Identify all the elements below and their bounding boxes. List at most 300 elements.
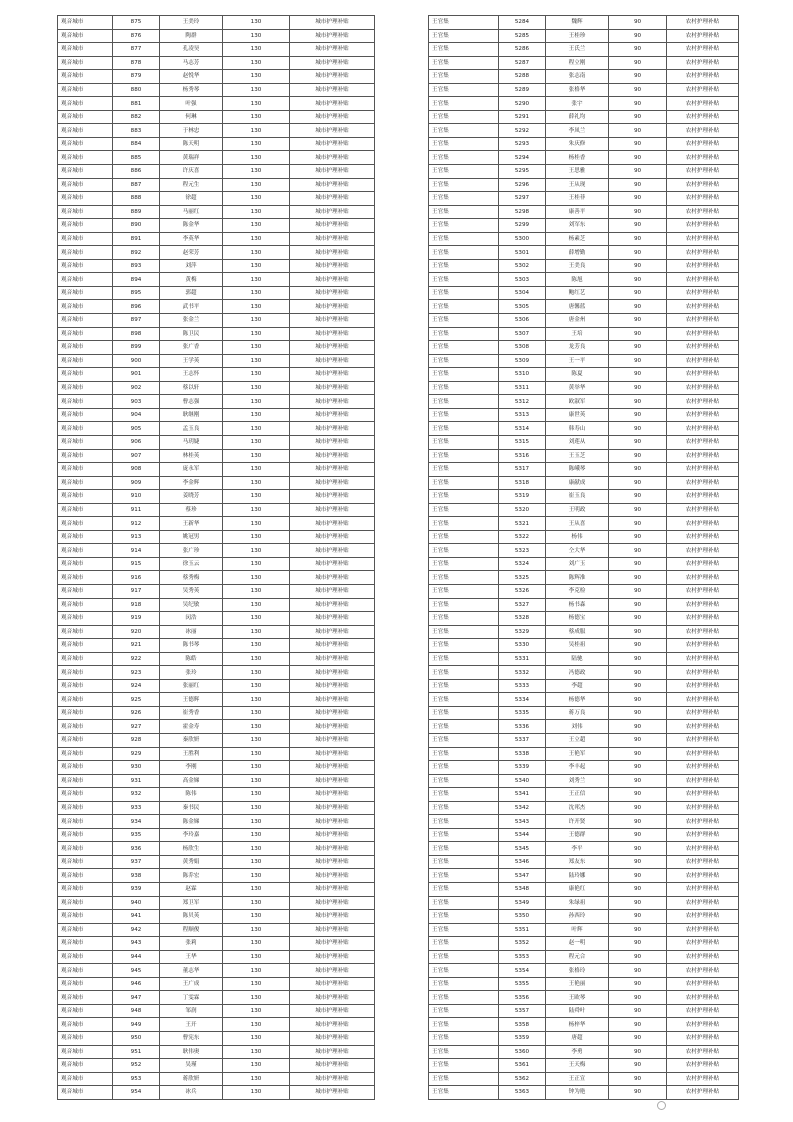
name-cell: 王欧琴 [546, 991, 609, 1005]
region-cell: 观音城市 [58, 612, 113, 626]
region-cell: 观音城市 [58, 219, 113, 233]
right-subsidy-table [428, 15, 739, 1100]
name-cell: 王德群 [546, 828, 609, 842]
name-cell: 王思雅 [546, 165, 609, 179]
name-cell: 吴纪敏 [160, 598, 223, 612]
type-cell: 城市护理补贴 [290, 530, 375, 544]
serial-cell: 902 [113, 381, 160, 395]
type-cell: 城市护理补贴 [290, 1018, 375, 1032]
region-cell: 观音城市 [58, 435, 113, 449]
region-cell: 观音城市 [58, 286, 113, 300]
region-cell: 王官集 [429, 29, 499, 43]
serial-cell: 877 [113, 43, 160, 57]
amount-cell: 130 [223, 761, 290, 775]
serial-cell: 5305 [499, 300, 546, 314]
region-cell: 王官集 [429, 435, 499, 449]
table-row [58, 1072, 375, 1086]
amount-cell: 130 [223, 435, 290, 449]
name-cell: 陈夏 [546, 368, 609, 382]
table-row [429, 1086, 739, 1100]
serial-cell: 5286 [499, 43, 546, 57]
region-cell: 王官集 [429, 178, 499, 192]
region-cell: 王官集 [429, 1086, 499, 1100]
region-cell: 王官集 [429, 639, 499, 653]
amount-cell: 90 [609, 56, 667, 70]
table-row [429, 855, 739, 869]
region-cell: 王官集 [429, 110, 499, 124]
type-cell: 城市护理补贴 [290, 706, 375, 720]
name-cell: 郭超 [160, 286, 223, 300]
amount-cell: 130 [223, 490, 290, 504]
region-cell: 王官集 [429, 408, 499, 422]
amount-cell: 90 [609, 327, 667, 341]
amount-cell: 90 [609, 435, 667, 449]
name-cell: 王培 [546, 327, 609, 341]
type-cell: 城市护理补贴 [290, 219, 375, 233]
region-cell: 王官集 [429, 1059, 499, 1073]
name-cell: 陈卫民 [160, 327, 223, 341]
type-cell: 农村护理补贴 [667, 70, 739, 84]
region-cell: 王官集 [429, 584, 499, 598]
amount-cell: 90 [609, 530, 667, 544]
name-cell: 李金辉 [160, 476, 223, 490]
type-cell: 城市护理补贴 [290, 1072, 375, 1086]
table-row [58, 16, 375, 30]
amount-cell: 90 [609, 706, 667, 720]
region-cell: 观音城市 [58, 1086, 113, 1100]
table-row [58, 544, 375, 558]
name-cell: 王美玲 [160, 16, 223, 30]
type-cell: 城市护理补贴 [290, 395, 375, 409]
table-row [429, 828, 739, 842]
amount-cell: 130 [223, 137, 290, 151]
type-cell: 城市护理补贴 [290, 1086, 375, 1100]
serial-cell: 5331 [499, 652, 546, 666]
type-cell: 城市护理补贴 [290, 923, 375, 937]
serial-cell: 5338 [499, 747, 546, 761]
type-cell: 城市护理补贴 [290, 774, 375, 788]
region-cell: 王官集 [429, 449, 499, 463]
amount-cell: 90 [609, 883, 667, 897]
region-cell: 观音城市 [58, 165, 113, 179]
type-cell: 城市护理补贴 [290, 801, 375, 815]
name-cell: 薛增勤 [546, 246, 609, 260]
name-cell: 陆舜叶 [546, 1004, 609, 1018]
table-row [429, 625, 739, 639]
serial-cell: 897 [113, 314, 160, 328]
amount-cell: 90 [609, 1032, 667, 1046]
region-cell: 观音城市 [58, 693, 113, 707]
name-cell: 朱庆修 [546, 137, 609, 151]
amount-cell: 90 [609, 151, 667, 165]
name-cell: 赵悦华 [160, 70, 223, 84]
region-cell: 观音城市 [58, 774, 113, 788]
name-cell: 王正信 [546, 788, 609, 802]
name-cell: 李克检 [546, 584, 609, 598]
amount-cell: 130 [223, 205, 290, 219]
table-row [429, 612, 739, 626]
amount-cell: 90 [609, 896, 667, 910]
region-cell: 观音城市 [58, 571, 113, 585]
table-row [429, 991, 739, 1005]
amount-cell: 130 [223, 977, 290, 991]
region-cell: 观音城市 [58, 652, 113, 666]
amount-cell: 90 [609, 192, 667, 206]
serial-cell: 5319 [499, 490, 546, 504]
region-cell: 观音城市 [58, 896, 113, 910]
name-cell: 冯德政 [546, 666, 609, 680]
region-cell: 观音城市 [58, 463, 113, 477]
amount-cell: 90 [609, 828, 667, 842]
table-row [58, 408, 375, 422]
amount-cell: 130 [223, 1004, 290, 1018]
table-row [58, 246, 375, 260]
region-cell: 观音城市 [58, 666, 113, 680]
type-cell: 农村护理补贴 [667, 192, 739, 206]
region-cell: 王官集 [429, 788, 499, 802]
name-cell: 龙芳良 [546, 341, 609, 355]
serial-cell: 926 [113, 706, 160, 720]
amount-cell: 130 [223, 246, 290, 260]
table-row [429, 788, 739, 802]
serial-cell: 886 [113, 165, 160, 179]
name-cell: 许开贤 [546, 815, 609, 829]
type-cell: 农村护理补贴 [667, 733, 739, 747]
serial-cell: 948 [113, 1004, 160, 1018]
region-cell: 观音城市 [58, 341, 113, 355]
type-cell: 城市护理补贴 [290, 896, 375, 910]
type-cell: 农村护理补贴 [667, 205, 739, 219]
serial-cell: 951 [113, 1045, 160, 1059]
amount-cell: 90 [609, 232, 667, 246]
table-row [58, 584, 375, 598]
name-cell: 耿伟奥 [160, 1045, 223, 1059]
type-cell: 农村护理补贴 [667, 246, 739, 260]
amount-cell: 130 [223, 612, 290, 626]
name-cell: 曹志强 [160, 395, 223, 409]
region-cell: 观音城市 [58, 815, 113, 829]
type-cell: 农村护理补贴 [667, 178, 739, 192]
serial-cell: 912 [113, 517, 160, 531]
amount-cell: 130 [223, 368, 290, 382]
type-cell: 农村护理补贴 [667, 788, 739, 802]
amount-cell: 130 [223, 896, 290, 910]
amount-cell: 90 [609, 937, 667, 951]
name-cell: 冰兵 [160, 1086, 223, 1100]
serial-cell: 5285 [499, 29, 546, 43]
region-cell: 观音城市 [58, 855, 113, 869]
type-cell: 农村护理补贴 [667, 1059, 739, 1073]
type-cell: 城市护理补贴 [290, 165, 375, 179]
serial-cell: 5324 [499, 557, 546, 571]
table-row [58, 137, 375, 151]
serial-cell: 943 [113, 937, 160, 951]
region-cell: 观音城市 [58, 314, 113, 328]
amount-cell: 130 [223, 733, 290, 747]
table-row [429, 530, 739, 544]
amount-cell: 130 [223, 449, 290, 463]
name-cell: 张格玲 [546, 964, 609, 978]
serial-cell: 5352 [499, 937, 546, 951]
amount-cell: 130 [223, 639, 290, 653]
name-cell: 陶群 [160, 29, 223, 43]
amount-cell: 90 [609, 517, 667, 531]
name-cell: 王胜利 [160, 747, 223, 761]
amount-cell: 90 [609, 300, 667, 314]
amount-cell: 130 [223, 869, 290, 883]
amount-cell: 90 [609, 368, 667, 382]
table-row [58, 83, 375, 97]
type-cell: 农村护理补贴 [667, 896, 739, 910]
amount-cell: 90 [609, 801, 667, 815]
name-cell: 邹润 [160, 1004, 223, 1018]
region-cell: 观音城市 [58, 950, 113, 964]
amount-cell: 90 [609, 923, 667, 937]
region-cell: 观音城市 [58, 368, 113, 382]
region-cell: 王官集 [429, 286, 499, 300]
type-cell: 城市护理补贴 [290, 70, 375, 84]
serial-cell: 5344 [499, 828, 546, 842]
amount-cell: 130 [223, 937, 290, 951]
amount-cell: 90 [609, 1059, 667, 1073]
name-cell: 郑卫军 [160, 896, 223, 910]
amount-cell: 90 [609, 463, 667, 477]
name-cell: 王明政 [546, 503, 609, 517]
table-row [429, 1004, 739, 1018]
region-cell: 王官集 [429, 869, 499, 883]
table-row [58, 490, 375, 504]
amount-cell: 90 [609, 1004, 667, 1018]
amount-cell: 90 [609, 869, 667, 883]
serial-cell: 5353 [499, 950, 546, 964]
serial-cell: 904 [113, 408, 160, 422]
amount-cell: 130 [223, 801, 290, 815]
type-cell: 城市护理补贴 [290, 29, 375, 43]
name-cell: 李凤兰 [546, 124, 609, 138]
amount-cell: 130 [223, 286, 290, 300]
serial-cell: 923 [113, 666, 160, 680]
type-cell: 城市护理补贴 [290, 178, 375, 192]
region-cell: 王官集 [429, 666, 499, 680]
table-row [58, 1032, 375, 1046]
serial-cell: 942 [113, 923, 160, 937]
name-cell: 王学英 [160, 354, 223, 368]
region-cell: 王官集 [429, 774, 499, 788]
region-cell: 观音城市 [58, 70, 113, 84]
name-cell: 陈贝英 [160, 910, 223, 924]
name-cell: 程元生 [160, 178, 223, 192]
table-row [58, 124, 375, 138]
table-row [429, 381, 739, 395]
amount-cell: 90 [609, 16, 667, 30]
table-row [429, 883, 739, 897]
type-cell: 农村护理补贴 [667, 314, 739, 328]
table-row [58, 950, 375, 964]
name-cell: 唐馨蓝 [546, 300, 609, 314]
name-cell: 李英华 [160, 232, 223, 246]
region-cell: 观音城市 [58, 801, 113, 815]
table-row [429, 1059, 739, 1073]
name-cell: 杨书森 [546, 598, 609, 612]
table-row [429, 517, 739, 531]
amount-cell: 130 [223, 56, 290, 70]
table-row [58, 517, 375, 531]
name-cell: 赵一明 [546, 937, 609, 951]
type-cell: 城市护理补贴 [290, 977, 375, 991]
amount-cell: 90 [609, 110, 667, 124]
name-cell: 王一平 [546, 354, 609, 368]
table-row [58, 747, 375, 761]
table-row [58, 56, 375, 70]
name-cell: 王美良 [546, 259, 609, 273]
amount-cell: 90 [609, 490, 667, 504]
table-row [429, 97, 739, 111]
amount-cell: 130 [223, 842, 290, 856]
serial-cell: 5299 [499, 219, 546, 233]
name-cell: 蒋万良 [546, 706, 609, 720]
serial-cell: 884 [113, 137, 160, 151]
name-cell: 闵浩 [160, 612, 223, 626]
amount-cell: 130 [223, 97, 290, 111]
serial-cell: 952 [113, 1059, 160, 1073]
region-cell: 观音城市 [58, 110, 113, 124]
name-cell: 康艳红 [546, 883, 609, 897]
serial-cell: 5341 [499, 788, 546, 802]
amount-cell: 90 [609, 1086, 667, 1100]
region-cell: 观音城市 [58, 828, 113, 842]
amount-cell: 130 [223, 83, 290, 97]
type-cell: 农村护理补贴 [667, 923, 739, 937]
region-cell: 王官集 [429, 801, 499, 815]
serial-cell: 5296 [499, 178, 546, 192]
amount-cell: 130 [223, 1072, 290, 1086]
amount-cell: 130 [223, 910, 290, 924]
table-row [58, 639, 375, 653]
region-cell: 观音城市 [58, 910, 113, 924]
region-cell: 观音城市 [58, 625, 113, 639]
serial-cell: 5348 [499, 883, 546, 897]
region-cell: 王官集 [429, 70, 499, 84]
serial-cell: 921 [113, 639, 160, 653]
serial-cell: 953 [113, 1072, 160, 1086]
region-cell: 王官集 [429, 706, 499, 720]
name-cell: 张宇 [546, 97, 609, 111]
region-cell: 王官集 [429, 828, 499, 842]
type-cell: 城市护理补贴 [290, 476, 375, 490]
table-row [58, 679, 375, 693]
amount-cell: 130 [223, 354, 290, 368]
region-cell: 观音城市 [58, 991, 113, 1005]
region-cell: 王官集 [429, 314, 499, 328]
table-row [58, 449, 375, 463]
table-row [58, 1059, 375, 1073]
table-row [58, 43, 375, 57]
type-cell: 城市护理补贴 [290, 1032, 375, 1046]
table-row [429, 720, 739, 734]
table-row [58, 327, 375, 341]
type-cell: 农村护理补贴 [667, 408, 739, 422]
name-cell: 刘莲从 [546, 435, 609, 449]
name-cell: 秦欣妍 [160, 733, 223, 747]
serial-cell: 5298 [499, 205, 546, 219]
table-row [58, 910, 375, 924]
serial-cell: 5310 [499, 368, 546, 382]
type-cell: 城市护理补贴 [290, 83, 375, 97]
table-row [58, 964, 375, 978]
amount-cell: 90 [609, 354, 667, 368]
name-cell: 许庆喜 [160, 165, 223, 179]
region-cell: 观音城市 [58, 97, 113, 111]
amount-cell: 130 [223, 422, 290, 436]
amount-cell: 90 [609, 557, 667, 571]
type-cell: 城市护理补贴 [290, 368, 375, 382]
name-cell: 崔秀香 [160, 706, 223, 720]
amount-cell: 90 [609, 29, 667, 43]
region-cell: 观音城市 [58, 56, 113, 70]
type-cell: 农村护理补贴 [667, 503, 739, 517]
serial-cell: 5359 [499, 1032, 546, 1046]
amount-cell: 130 [223, 110, 290, 124]
serial-cell: 5297 [499, 192, 546, 206]
type-cell: 农村护理补贴 [667, 449, 739, 463]
amount-cell: 130 [223, 259, 290, 273]
region-cell: 王官集 [429, 1004, 499, 1018]
serial-cell: 880 [113, 83, 160, 97]
type-cell: 农村护理补贴 [667, 151, 739, 165]
table-row [429, 584, 739, 598]
serial-cell: 5288 [499, 70, 546, 84]
type-cell: 农村护理补贴 [667, 490, 739, 504]
name-cell: 何琳 [160, 110, 223, 124]
type-cell: 农村护理补贴 [667, 571, 739, 585]
name-cell: 黄举华 [546, 381, 609, 395]
amount-cell: 130 [223, 192, 290, 206]
type-cell: 农村护理补贴 [667, 869, 739, 883]
table-row [58, 598, 375, 612]
amount-cell: 90 [609, 395, 667, 409]
amount-cell: 130 [223, 43, 290, 57]
name-cell: 张志南 [546, 70, 609, 84]
region-cell: 王官集 [429, 503, 499, 517]
serial-cell: 5295 [499, 165, 546, 179]
region-cell: 王官集 [429, 219, 499, 233]
region-cell: 王官集 [429, 883, 499, 897]
name-cell: 秦书民 [160, 801, 223, 815]
type-cell: 城市护理补贴 [290, 381, 375, 395]
name-cell: 吴桂祖 [546, 639, 609, 653]
region-cell: 观音城市 [58, 842, 113, 856]
serial-cell: 5350 [499, 910, 546, 924]
name-cell: 蔡以轩 [160, 381, 223, 395]
serial-cell: 5337 [499, 733, 546, 747]
type-cell: 农村护理补贴 [667, 286, 739, 300]
table-row [58, 463, 375, 477]
name-cell: 武书平 [160, 300, 223, 314]
type-cell: 农村护理补贴 [667, 1004, 739, 1018]
region-cell: 王官集 [429, 1072, 499, 1086]
amount-cell: 130 [223, 693, 290, 707]
name-cell: 王艳丽 [546, 977, 609, 991]
amount-cell: 130 [223, 720, 290, 734]
table-row [429, 178, 739, 192]
table-row [58, 693, 375, 707]
type-cell: 城市护理补贴 [290, 1004, 375, 1018]
amount-cell: 130 [223, 408, 290, 422]
serial-cell: 935 [113, 828, 160, 842]
region-cell: 观音城市 [58, 29, 113, 43]
watermark [657, 1101, 668, 1110]
serial-cell: 899 [113, 341, 160, 355]
